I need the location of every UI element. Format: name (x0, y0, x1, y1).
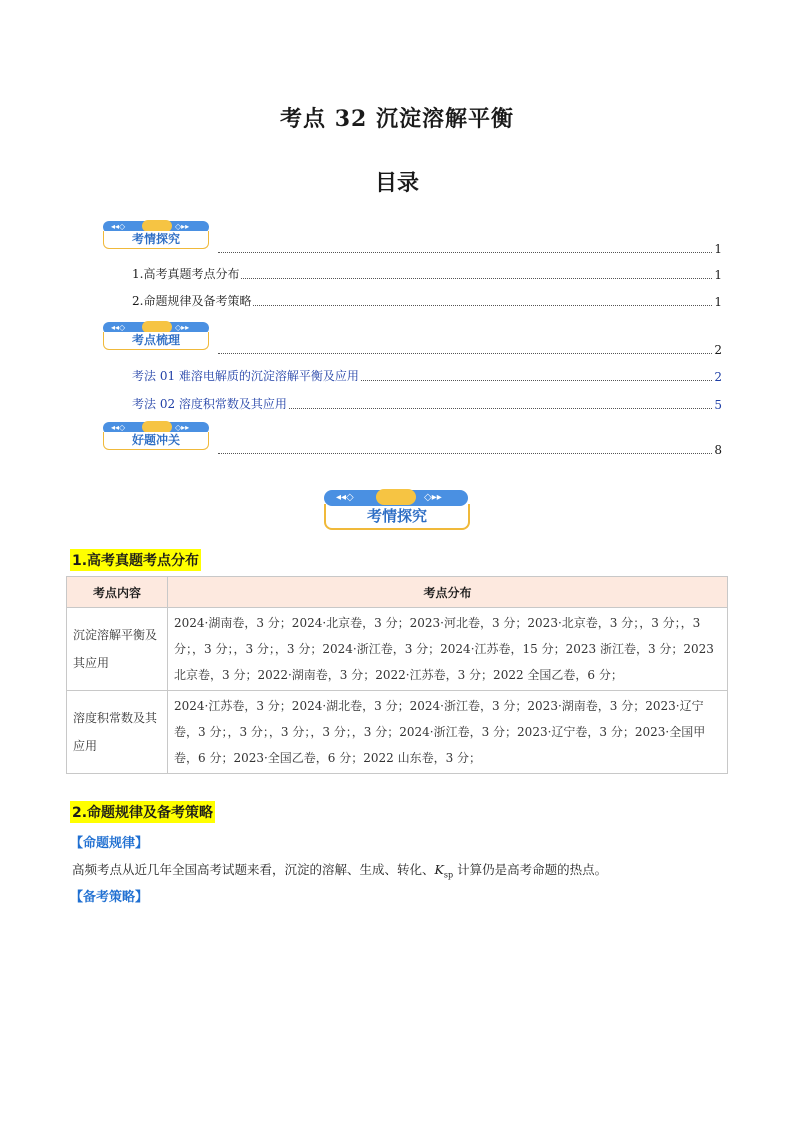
ksp-symbol: K (434, 862, 444, 877)
table-cell-topic: 溶度积常数及其应用 (67, 691, 168, 774)
topic-table (66, 576, 728, 774)
toc-badge-1[interactable] (103, 221, 209, 251)
toc-entry[interactable] (132, 368, 722, 384)
toc-page: 2 (714, 343, 722, 357)
toc-page: 5 (714, 398, 722, 412)
table-header-row (67, 577, 728, 608)
double-arrow-right-icon: ◇▸▸ (175, 423, 190, 432)
rule-text: 计算仍是高考命题的热点。 (453, 862, 608, 877)
toc-badge-3[interactable] (103, 422, 209, 452)
rule-text: 高频考点从近几年全国高考试题来看，沉淀的溶解、生成、转化、 (72, 862, 435, 877)
toc-badge-2[interactable] (103, 322, 209, 352)
table-header: 考点内容 (67, 577, 168, 608)
double-arrow-left-icon: ◂◂◇ (336, 492, 354, 503)
toc-badge-label: 好题冲关 (103, 432, 209, 450)
double-arrow-right-icon: ◇▸▸ (175, 323, 190, 332)
toc-entry[interactable] (132, 266, 722, 282)
table-cell-topic: 沉淀溶解平衡及其应用 (67, 608, 168, 691)
page-title: 考点 32 沉淀溶解平衡 (280, 106, 514, 132)
table-cell-detail: 2024·湖南卷，3 分；2024·北京卷，3 分；2023·河北卷，3 分；2023·北京卷，3 分；，3 分；，3 分；，3 分；，3 分；，3 分；2024·浙江卷，3 分；2024·江苏卷，15 分；2023 浙江卷，3 分；2023 北京卷，3 分；2022·湖南卷，3 分；2022·江苏卷，3 分；2022 全国乙卷，6 分； (168, 608, 728, 691)
toc-entry-label: 考法 01 难溶电解质的沉淀溶解平衡及应用 (132, 369, 359, 383)
table-row (67, 691, 728, 774)
table-row (67, 608, 728, 691)
rule-label: 【命题规律】 (70, 836, 149, 851)
toc-entry-badge2[interactable] (216, 341, 722, 357)
toc-entry-badge3[interactable] (216, 441, 722, 457)
double-arrow-right-icon: ◇▸▸ (424, 492, 442, 503)
rule-paragraph (72, 860, 607, 880)
toc-page: 1 (714, 242, 722, 256)
toc-entry[interactable] (132, 396, 722, 412)
toc-entry-label: 考法 02 溶度积常数及其应用 (132, 397, 287, 411)
section-heading-2: 2.命题规律及备考策略 (70, 801, 215, 823)
section-badge (324, 490, 468, 532)
double-arrow-left-icon: ◂◂◇ (111, 222, 126, 231)
toc-badge-label: 考情探究 (103, 231, 209, 249)
double-arrow-right-icon: ◇▸▸ (175, 222, 190, 231)
toc-badge-label: 考点梳理 (103, 332, 209, 350)
toc-page: 8 (714, 443, 722, 457)
ksp-subscript: sp (443, 870, 454, 880)
double-arrow-left-icon: ◂◂◇ (111, 323, 126, 332)
toc-entry[interactable] (132, 293, 722, 309)
toc-page: 1 (714, 295, 722, 309)
toc-entry-label: 2.命题规律及备考策略 (132, 294, 252, 308)
strategy-label: 【备考策略】 (70, 890, 149, 905)
toc-entry-label: 1.高考真题考点分布 (132, 267, 240, 281)
double-arrow-left-icon: ◂◂◇ (111, 423, 126, 432)
toc-page: 2 (714, 370, 722, 384)
section-heading-1: 1.高考真题考点分布 (70, 549, 201, 571)
toc-heading: 目录 (374, 171, 419, 196)
table-header: 考点分布 (168, 577, 728, 608)
section-badge-label: 考情探究 (324, 504, 470, 530)
toc-page: 1 (714, 268, 722, 282)
toc-entry-badge1[interactable] (216, 240, 722, 256)
table-cell-detail: 2024·江苏卷，3 分；2024·湖北卷，3 分；2024·浙江卷，3 分；2023·湖南卷，3 分；2023·辽宁卷，3 分；，3 分；，3 分；，3 分；，3 分；2024·浙江卷，3 分；2023·辽宁卷，3 分；2023·全国甲卷，6 分；2023·全国乙卷，6 分；2022 山东卷，3 分； (168, 691, 728, 774)
